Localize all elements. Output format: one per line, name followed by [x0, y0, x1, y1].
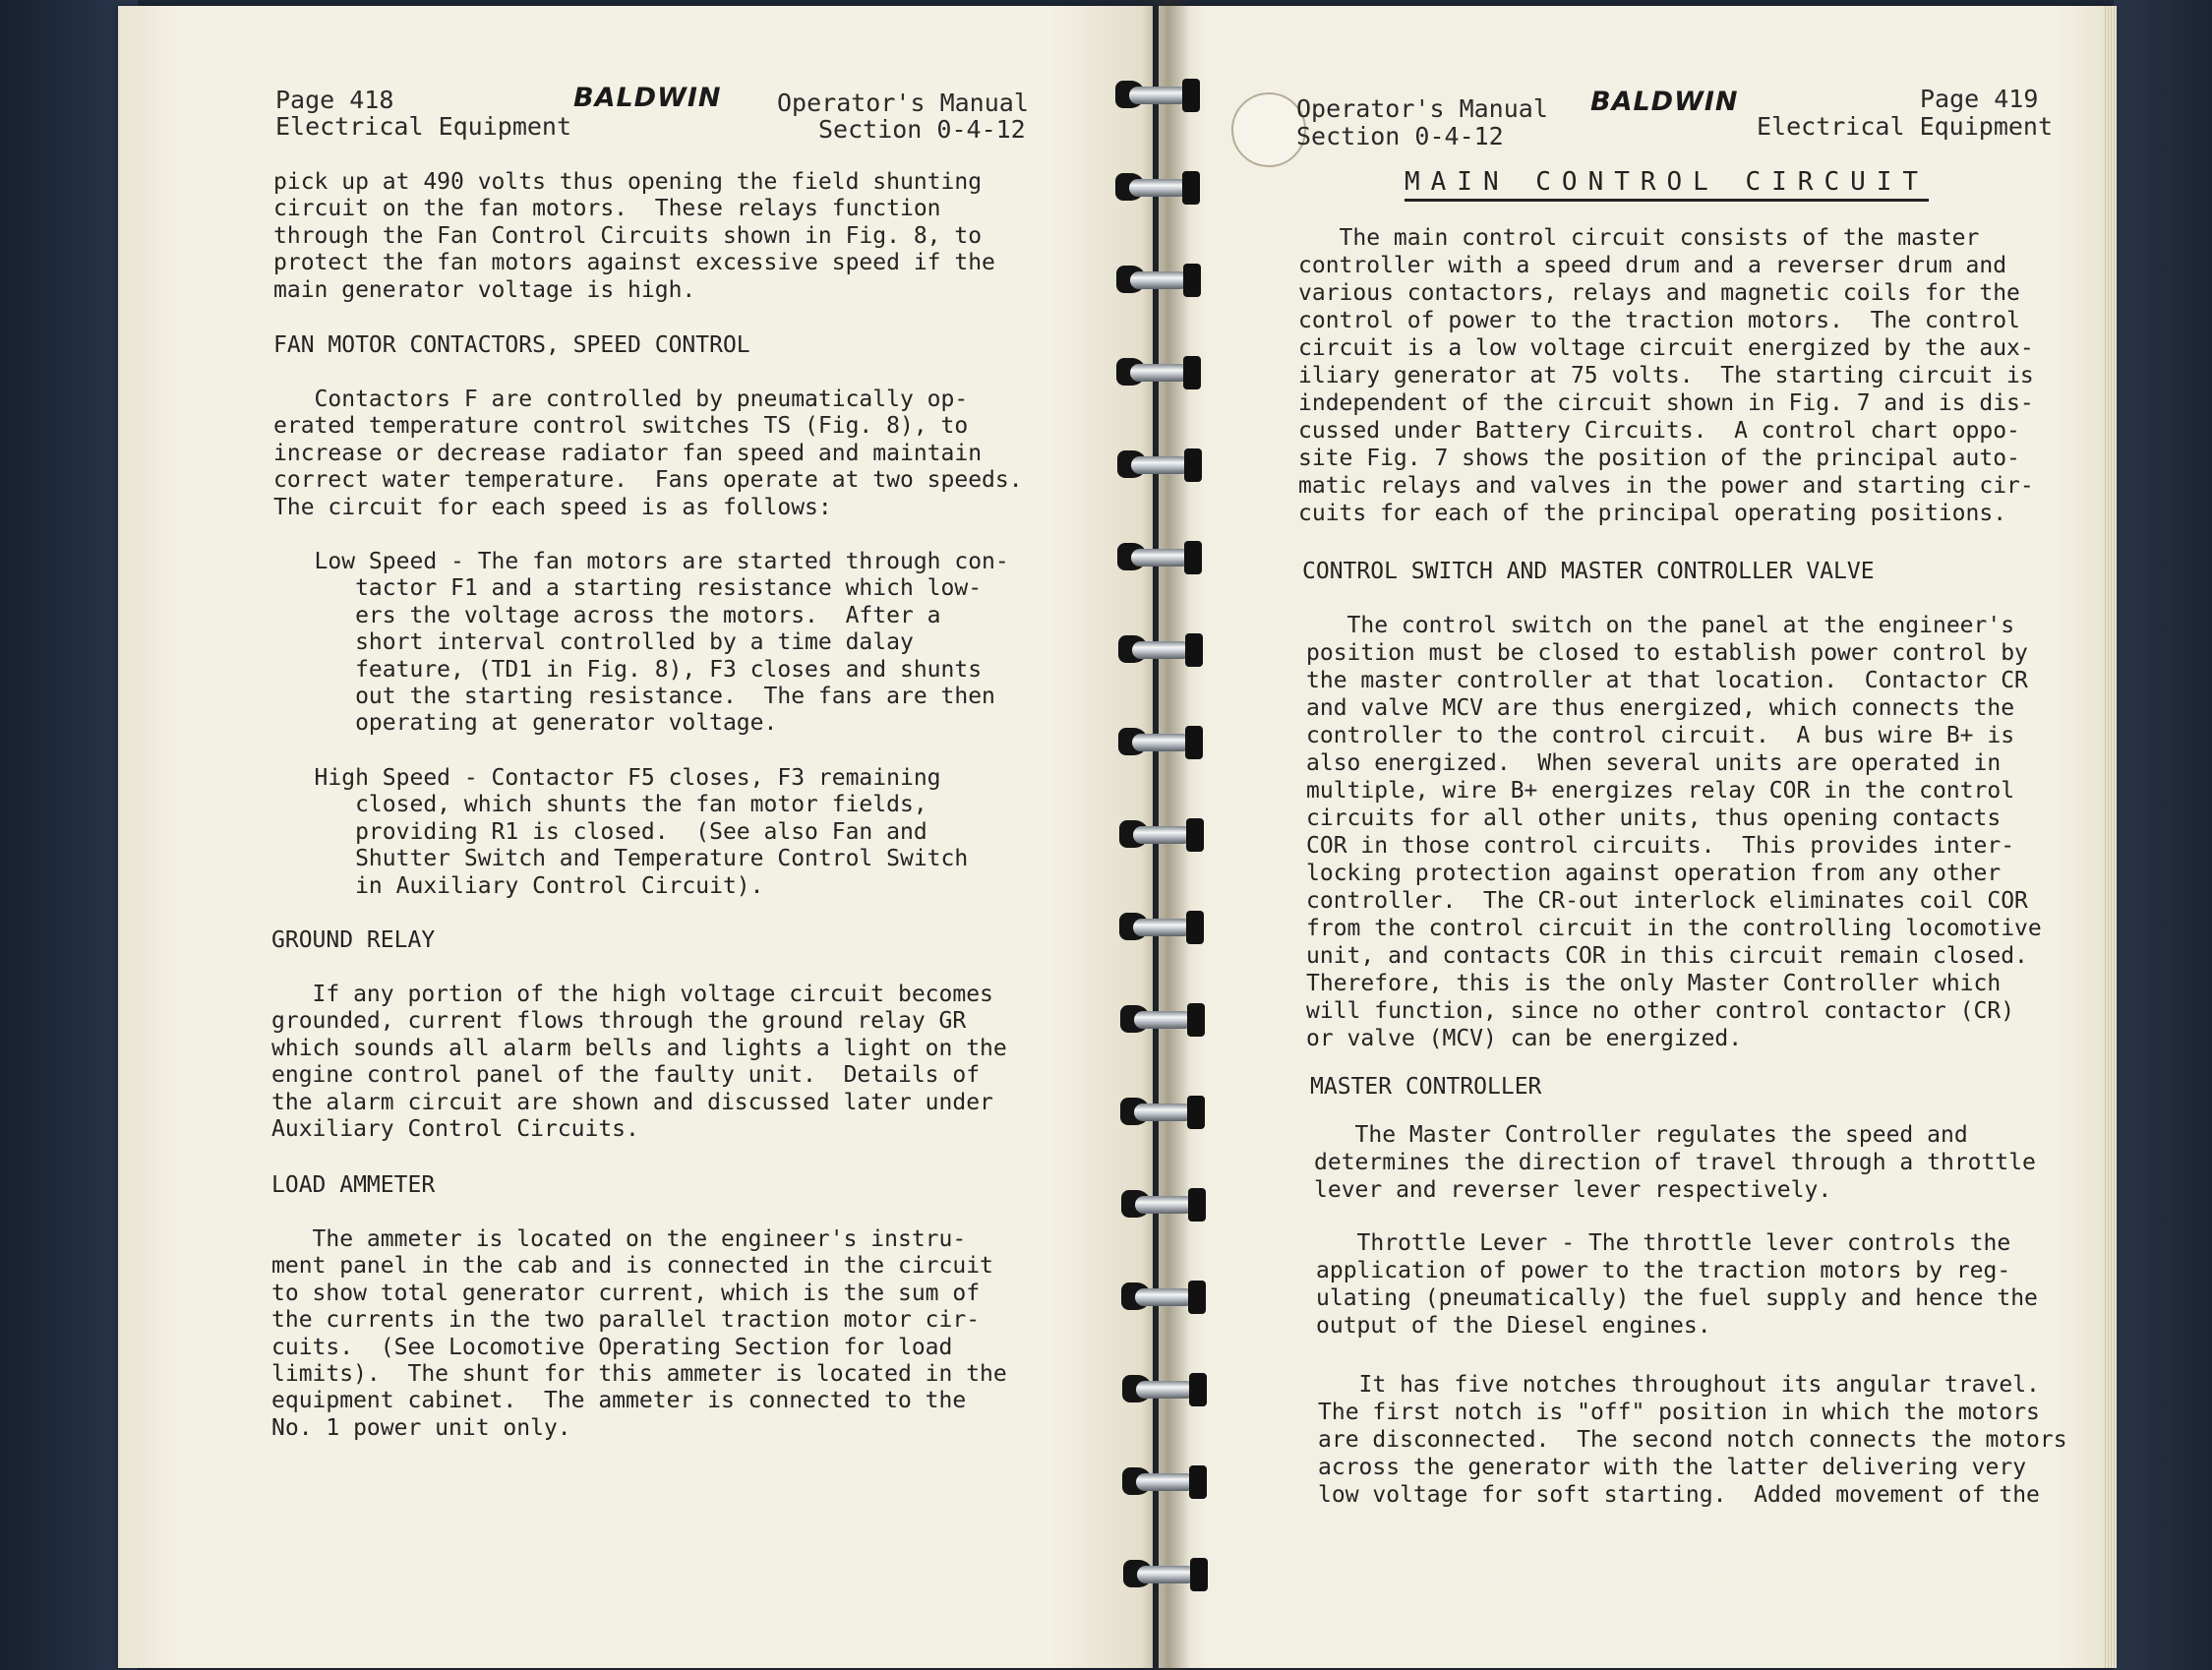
right-page-number: Page 419 — [1920, 85, 2039, 113]
throttle-lever-paragraph: Throttle Lever - The throttle lever controls the application of power to the traction motors by reg- ulating (pneumatically) the fuel supply and hence the output of the Diesel engines. — [1316, 1230, 2038, 1339]
punched-hole — [1231, 92, 1306, 167]
main-control-paragraph: The main control circuit consists of the master controller with a speed drum and a reverser drum and various contactors, relays and magnetic coils for the control of power to the traction motors. The control circuit is a low voltage circuit energized by the aux- iliary generator at 75 volts. The starting circuit is independent of the circuit shown in Fig. 7 and is dis- cussed under Battery Circuits. A control chart oppo- site Fig. 7 shows the position of the principal auto- matic relays and valves in the power and starting cir- cuits for each of the principal operating positions. — [1298, 225, 2034, 526]
master-controller-paragraph: The Master Controller regulates the speed and determines the direction of travel through a throttle lever and reverser lever respectively. — [1314, 1122, 2036, 1203]
right-brand: BALDWIN — [1590, 87, 1739, 117]
binding-ring — [1113, 167, 1202, 207]
right-manual-title: Operator's Manual — [1296, 94, 1548, 123]
binding-ring — [1116, 629, 1205, 669]
heading-master-controller: MASTER CONTROLLER — [1310, 1074, 1542, 1100]
notches-paragraph: It has five notches throughout its angular travel. The first notch is "off" position in which the motors are disconnected. The second notch connects the motors across the generator with the latter delivering very low voltage for soft starting. Added movement of the — [1318, 1372, 2067, 1508]
binding-ring — [1118, 1092, 1207, 1131]
load-ammeter-paragraph: The ammeter is located on the engineer's instru- ment panel in the cab and is connected in the circuit to show total generator current, which is the sum of the currents in the two parallel traction motor cir- cuits. (See Locomotive Operating Section for load limits). The shunt for this ammeter is located in the equipment cabinet. The ammeter is connected to the No. 1 power unit only. — [271, 1226, 1007, 1441]
binding-ring — [1118, 999, 1207, 1039]
heading-ground-relay: GROUND RELAY — [271, 927, 436, 953]
binding-ring — [1114, 352, 1203, 391]
page-stack-edge-right — [2103, 6, 2117, 1668]
binding-ring — [1119, 1277, 1208, 1316]
heading-load-ammeter: LOAD AMMETER — [271, 1172, 436, 1198]
heading-fan-motor-contactors: FAN MOTOR CONTACTORS, SPEED CONTROL — [273, 332, 750, 358]
high-speed-paragraph: High Speed - Contactor F5 closes, F3 remaining closed, which shunts the fan motor fields, providing R1 is closed. (See also Fan and Shutter Switch and Temperature Control Switch in Auxiliary Control Circuit). — [314, 765, 969, 899]
binding-ring — [1121, 1554, 1210, 1593]
main-control-circuit-title: MAIN CONTROL CIRCUIT — [1405, 167, 1929, 202]
left-manual-title: Operator's Manual — [777, 89, 1029, 117]
binder-cover-right — [2114, 0, 2212, 1670]
binding-ring — [1119, 1184, 1208, 1223]
fan-motor-paragraph: Contactors F are controlled by pneumatically op- erated temperature control switches TS (Fig. 8), to increase or decrease radiator fan speed and maintain correct water temperature. Fans operate at two speeds. The circuit for each speed is as follows: — [273, 387, 1023, 520]
heading-control-switch: CONTROL SWITCH AND MASTER CONTROLLER VALVE — [1302, 559, 1875, 584]
right-section-code: Section 0-4-12 — [1296, 122, 1504, 150]
binding-ring — [1113, 75, 1202, 114]
binding-ring — [1115, 445, 1204, 484]
binding-ring — [1116, 722, 1205, 761]
binding-ring — [1114, 260, 1203, 299]
right-section-name: Electrical Equipment — [1757, 112, 2054, 141]
binding-ring — [1120, 1369, 1209, 1408]
left-section-name: Electrical Equipment — [275, 112, 572, 141]
left-section-code: Section 0-4-12 — [818, 115, 1026, 144]
binding-ring — [1117, 814, 1206, 854]
left-intro-paragraph: pick up at 490 volts thus opening the field shunting circuit on the fan motors. These relays function through the Fan Control Circuits shown in Fig. 8, to protect the fan motors against excessive speed if the main generator voltage is high. — [273, 169, 995, 303]
binding-ring — [1115, 537, 1204, 576]
left-brand: BALDWIN — [573, 83, 722, 113]
binder-cover-left — [0, 0, 138, 1670]
left-page-number: Page 418 — [275, 86, 394, 114]
low-speed-paragraph: Low Speed - The fan motors are started through con- tactor F1 and a starting resistance which low- ers the voltage across the motors. After a short interval controlled by a time dalay feature, (TD1 in Fig. 8), F3 closes and shunts out the starting resistance. The fans are then operating at generator voltage. — [314, 549, 1009, 737]
binding-ring — [1120, 1461, 1209, 1501]
ground-relay-paragraph: If any portion of the high voltage circuit becomes grounded, current flows through the ground relay GR which sounds all alarm bells and lights a light on the engine control panel of the faulty unit. Details of the alarm circuit are shown and discussed later under Auxiliary Control Circuits. — [271, 982, 1007, 1143]
binding-ring — [1117, 907, 1206, 946]
control-switch-paragraph: The control switch on the panel at the engineer's position must be closed to establish power control by the master controller at that location. Contactor CR and valve MCV are thus energized, which connects the controller to the control circuit. A bus wire B+ is also energized. When several units are operated in multiple, wire B+ energizes relay COR in the control circuits for all other units, thus opening contacts COR in those control circuits. This provides inter- locking protection against operation from any other controller. The CR-out interlock eliminates coil COR from the control circuit in the controlling locomotive unit, and contacts COR in this circuit remain closed. Therefore, this is the only Master Controller which will function, since no other control contactor (CR) or valve (MCV) can be energized. — [1306, 613, 2042, 1051]
